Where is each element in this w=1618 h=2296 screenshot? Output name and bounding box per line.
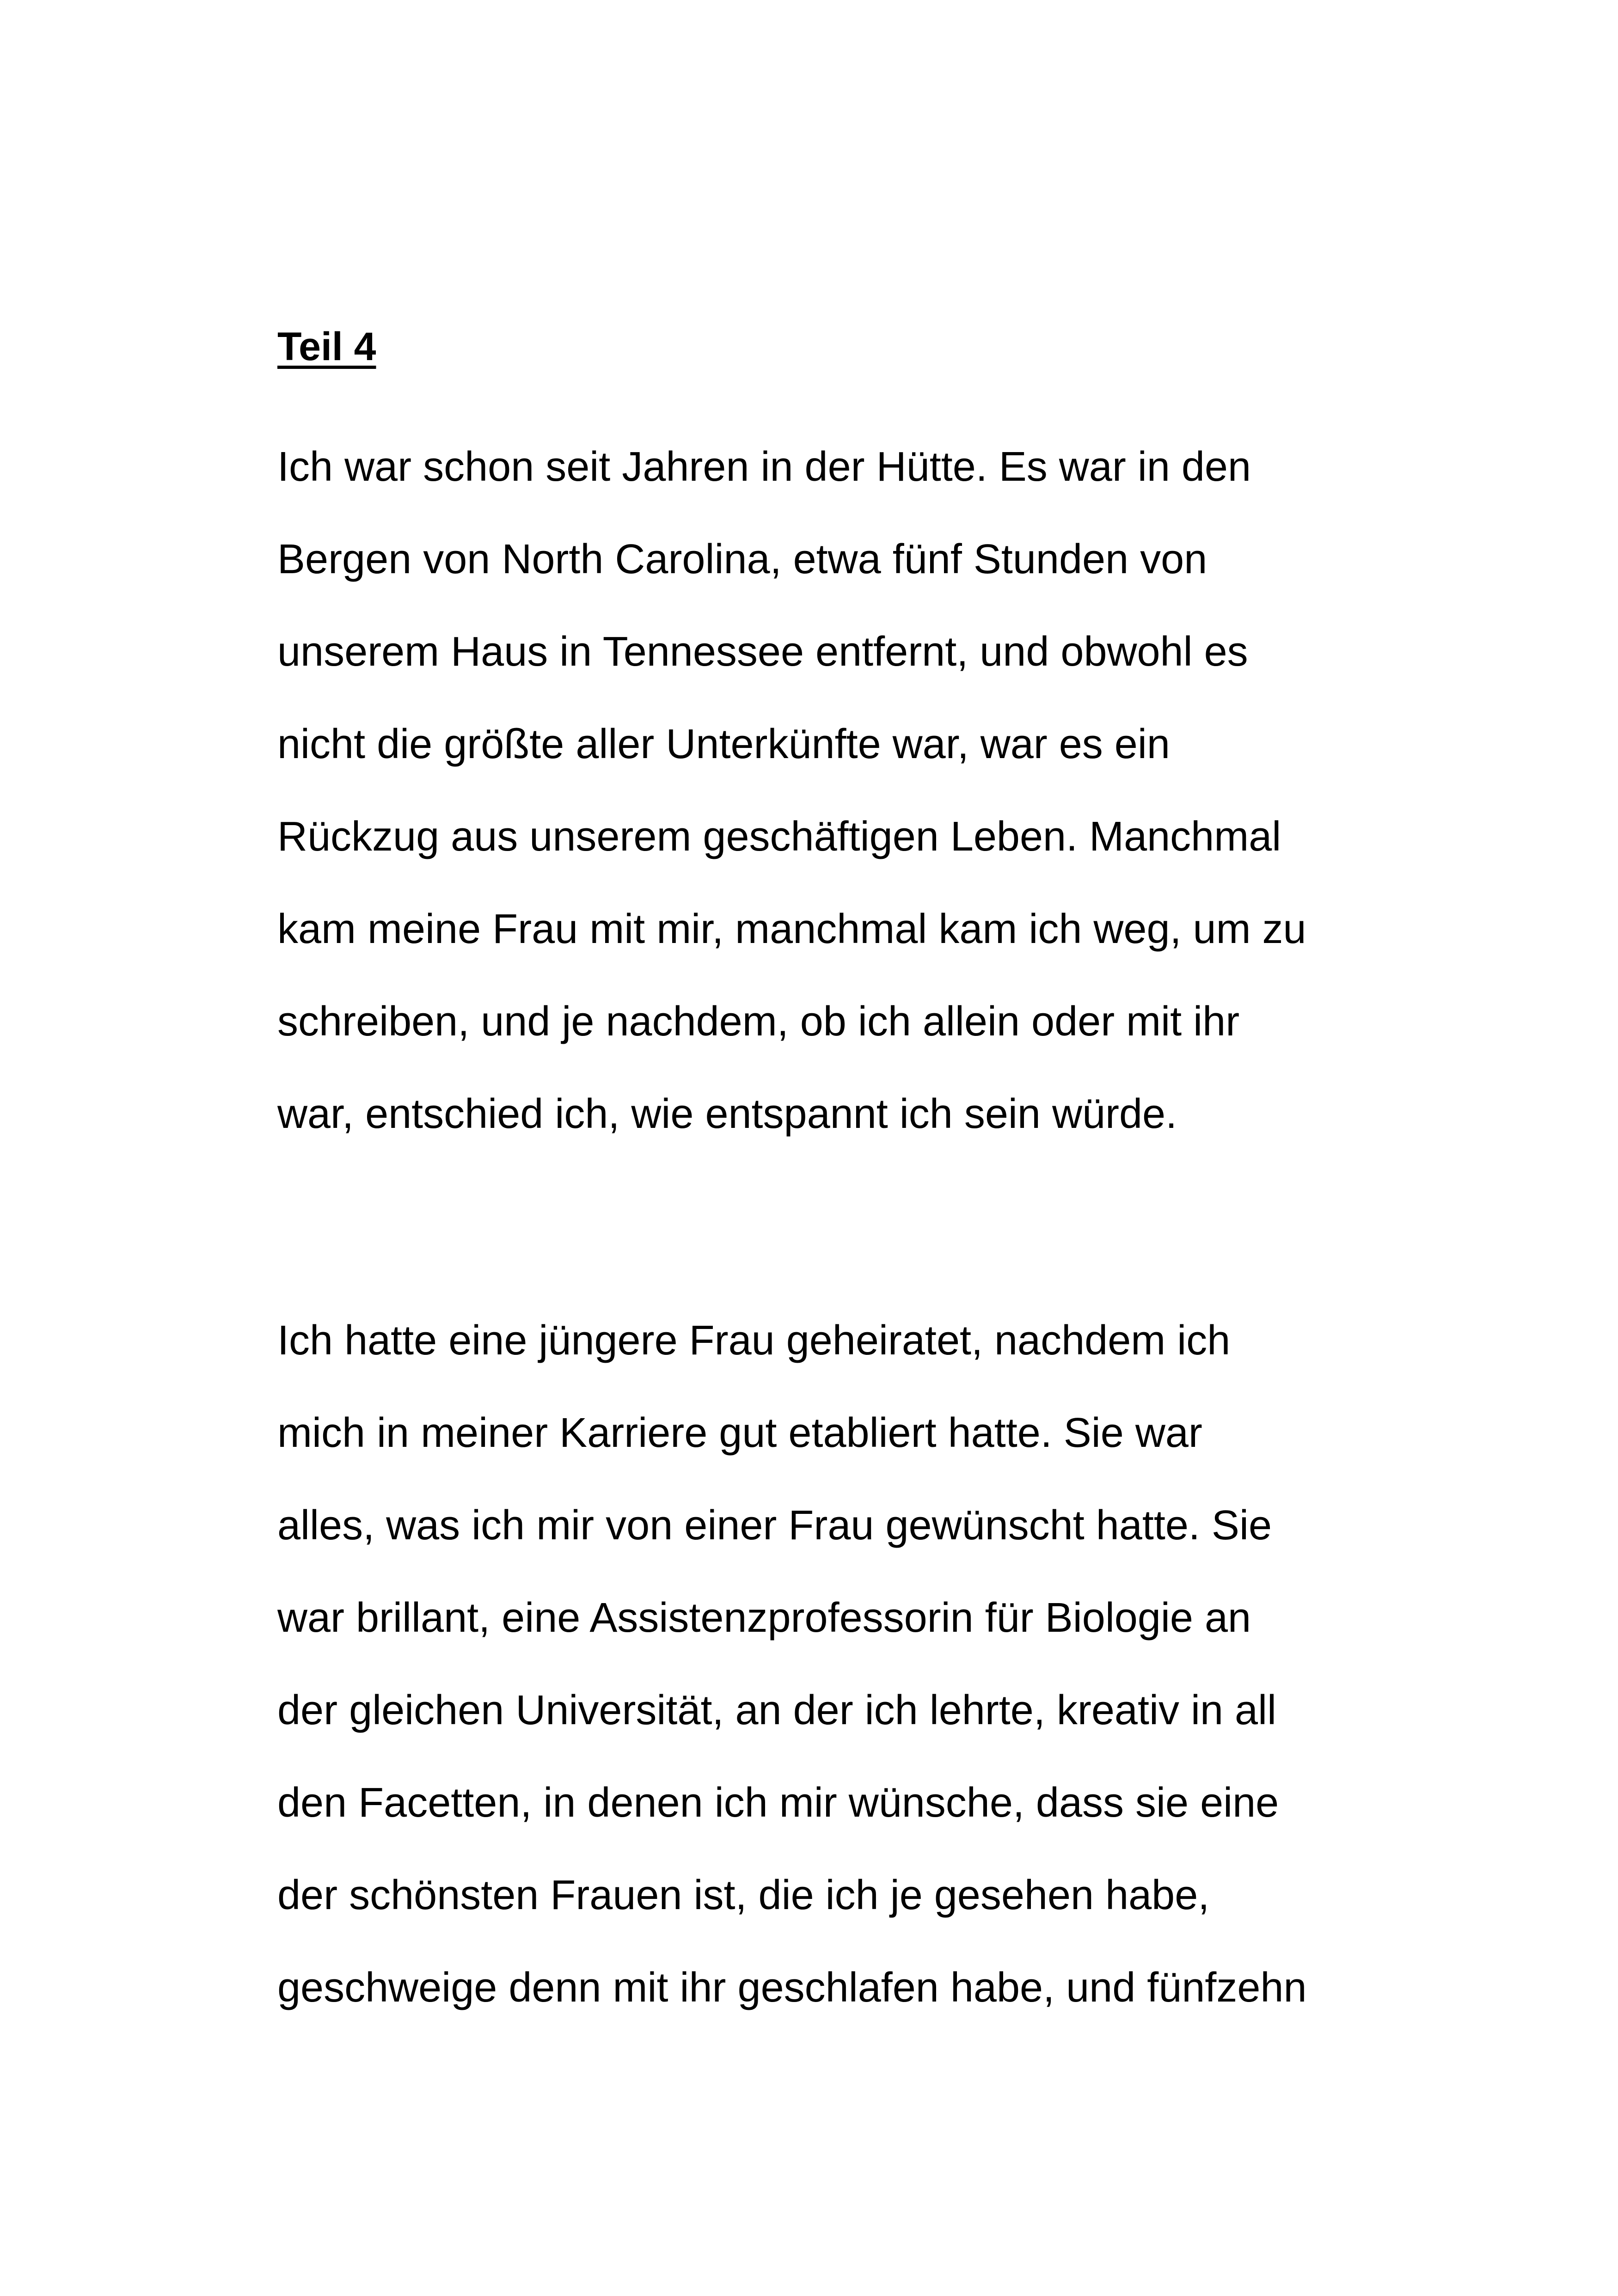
- text-line: war, entschied ich, wie entspannt ich sein würde.: [277, 1091, 1177, 1137]
- text-line: den Facetten, in denen ich mir wünsche, dass sie eine: [277, 1780, 1279, 1826]
- text-line: nicht die größte aller Unterkünfte war, war es ein: [277, 721, 1170, 767]
- text-line: unserem Haus in Tennessee entfernt, und obwohl es: [277, 629, 1248, 675]
- text-line: Bergen von North Carolina, etwa fünf Stunden von: [277, 536, 1207, 582]
- text-line: Ich hatte eine jüngere Frau geheiratet, nachdem ich: [277, 1317, 1231, 1364]
- section-heading: Teil 4: [277, 325, 376, 369]
- text-line: der gleichen Universität, an der ich lehrte, kreativ in all: [277, 1687, 1277, 1733]
- text-line: kam meine Frau mit mir, manchmal kam ich weg, um zu: [277, 906, 1306, 952]
- text-line: alles, was ich mir von einer Frau gewünscht hatte. Sie: [277, 1502, 1272, 1549]
- text-line: war brillant, eine Assistenzprofessorin für Biologie an: [277, 1595, 1251, 1641]
- text-line: mich in meiner Karriere gut etabliert hatte. Sie war: [277, 1410, 1202, 1456]
- text-line: geschweige denn mit ihr geschlafen habe, und fünfzehn: [277, 1965, 1307, 2011]
- text-line: Rückzug aus unserem geschäftigen Leben. Manchmal: [277, 814, 1281, 860]
- text-line: der schönsten Frauen ist, die ich je gesehen habe,: [277, 1872, 1210, 1918]
- text-line: schreiben, und je nachdem, ob ich allein oder mit ihr: [277, 998, 1240, 1045]
- text-line: Ich war schon seit Jahren in der Hütte. Es war in den: [277, 444, 1251, 490]
